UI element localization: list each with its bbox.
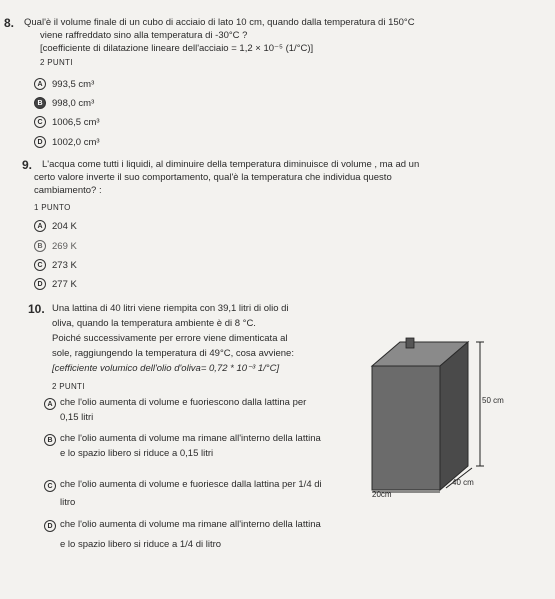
option-circle-icon: D bbox=[34, 278, 46, 290]
answer-option-b[interactable] bbox=[34, 240, 77, 252]
option-text: 0,15 litri bbox=[60, 412, 94, 423]
question-text-line: certo valore inverte il suo comportamento, qual'è la temperatura che individua questo bbox=[34, 172, 392, 183]
option-text: 998,0 cm³ bbox=[52, 97, 95, 109]
answer-option-c[interactable] bbox=[34, 116, 100, 128]
points-label: 2 PUNTI bbox=[40, 58, 73, 67]
option-circle-icon: C bbox=[34, 259, 46, 271]
option-circle-icon: A bbox=[34, 78, 46, 90]
can-side-face bbox=[440, 342, 468, 490]
answer-option-a[interactable] bbox=[34, 220, 77, 232]
option-circle-icon: B bbox=[34, 240, 46, 252]
option-circle-icon: B bbox=[44, 434, 56, 446]
option-text: litro bbox=[60, 497, 76, 508]
option-circle-icon: C bbox=[44, 480, 56, 492]
option-circle-icon: D bbox=[34, 136, 46, 148]
option-text: che l'olio aumenta di volume ma rimane all'interno della lattina bbox=[60, 519, 321, 530]
option-text: che l'olio aumenta di volume e fuoriescono dalla lattina per bbox=[60, 397, 307, 408]
question-text-line: [coefficiente di dilatazione lineare dell'acciaio = 1,2 × 10⁻⁵ (1/°C)] bbox=[40, 43, 314, 54]
question-text-line: cambiamento? : bbox=[34, 185, 102, 196]
question-text-line: L'acqua come tutti i liquidi, al diminuire della temperatura diminuisce di volume , ma ad un bbox=[42, 159, 420, 170]
option-text: 273 K bbox=[52, 259, 77, 271]
answer-option-b[interactable] bbox=[34, 97, 94, 109]
question-text-line: Poiché successivamente per errore viene dimenticata al bbox=[52, 333, 288, 344]
option-text: che l'olio aumenta di volume ma rimane all'interno della lattina bbox=[60, 433, 321, 444]
answer-option-a[interactable] bbox=[34, 78, 94, 90]
question-text-line: viene raffreddato sino alla temperatura di -30°C ? bbox=[40, 30, 248, 41]
question-number: 9. bbox=[22, 158, 33, 172]
can-front-face bbox=[372, 366, 440, 490]
width-label: 40 cm bbox=[452, 478, 474, 487]
option-text: che l'olio aumenta di volume e fuoriesce dalla lattina per 1/4 di bbox=[60, 479, 322, 490]
option-text: 204 K bbox=[52, 220, 77, 232]
answer-option-d[interactable] bbox=[34, 136, 100, 148]
option-circle-icon: C bbox=[34, 116, 46, 128]
option-text: 269 K bbox=[52, 240, 77, 252]
question-text-line: Qual'è il volume finale di un cubo di acciaio di lato 10 cm, quando dalla temperatura di 150°C bbox=[24, 17, 415, 28]
answer-option-d[interactable] bbox=[34, 278, 77, 290]
option-circle-icon: B bbox=[34, 97, 46, 109]
option-text: 1006,5 cm³ bbox=[52, 116, 100, 128]
question-number: 8. bbox=[4, 16, 15, 30]
can-spout bbox=[406, 338, 414, 348]
question-text-line: Una lattina di 40 litri viene riempita con 39,1 litri di olio di bbox=[52, 303, 289, 314]
question-text-line: [cefficiente volumico dell'olio d'oliva= 0,72 * 10⁻³ 1/°C] bbox=[52, 363, 280, 374]
question-text-line: oliva, quando la temperatura ambiente è di 8 °C. bbox=[52, 318, 256, 329]
option-circle-icon: D bbox=[44, 520, 56, 532]
depth-label: 20cm bbox=[372, 490, 392, 499]
option-text: e lo spazio libero si riduce a 0,15 litri bbox=[60, 448, 214, 459]
option-circle-icon: A bbox=[44, 398, 56, 410]
height-label: 50 cm bbox=[482, 396, 504, 405]
option-text: 993,5 cm³ bbox=[52, 78, 95, 90]
option-text: 277 K bbox=[52, 278, 77, 290]
points-label: 2 PUNTI bbox=[52, 382, 85, 391]
points-label: 1 PUNTO bbox=[34, 203, 71, 212]
question-text-line: sole, raggiungendo la temperatura di 49°C, cosa avviene: bbox=[52, 348, 294, 359]
question-number: 10. bbox=[28, 302, 45, 316]
oil-can-figure bbox=[362, 318, 512, 493]
option-text: 1002,0 cm³ bbox=[52, 136, 100, 148]
answer-option-c[interactable] bbox=[34, 259, 77, 271]
option-text: e lo spazio libero si riduce a 1/4 di litro bbox=[60, 539, 222, 550]
option-circle-icon: A bbox=[34, 220, 46, 232]
